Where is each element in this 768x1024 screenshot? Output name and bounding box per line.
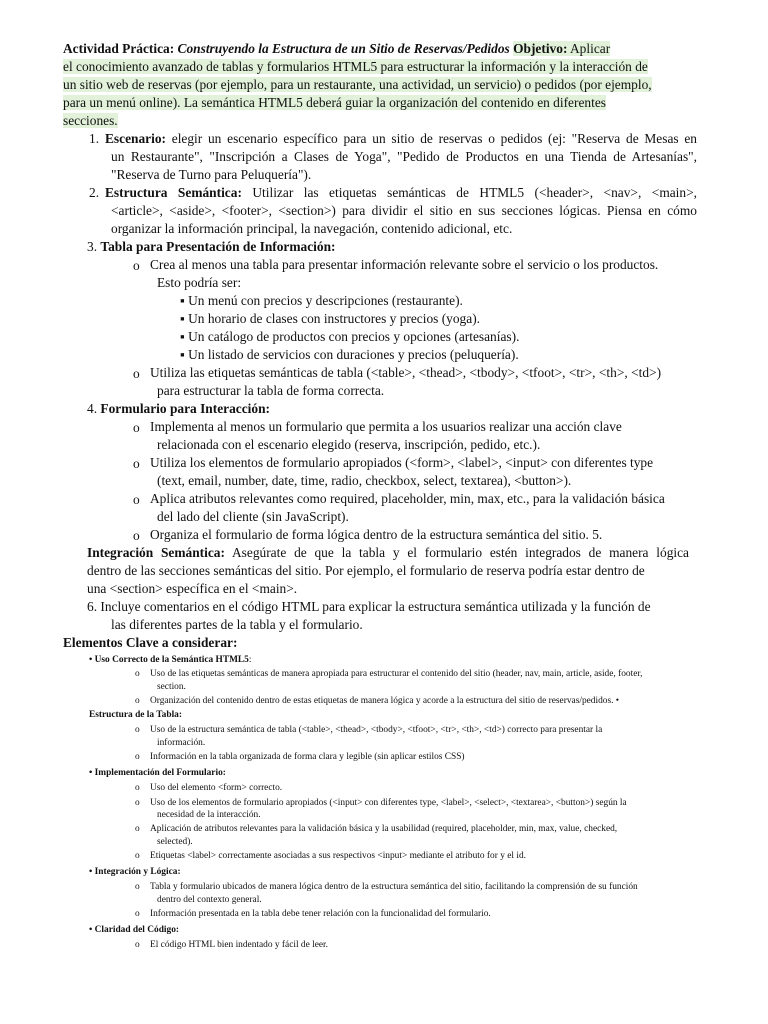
key-semantics-item-1-cont: section. <box>157 682 186 692</box>
step-number: 1. <box>89 131 100 146</box>
step-2-line-2: <article>, <aside>, <footer>, <section>) para dividir el sitio en sus secciones lógicas. Piensa en cómo <box>111 203 697 218</box>
key-integration-item-2: Información presentada en la tabla debe tener relación con la funcionalidad del formulario. <box>150 909 491 919</box>
step-4-bullet-3-line-1: Aplica atributos relevantes como required, placeholder, min, max, etc., para la validación básica <box>150 491 665 506</box>
key-table-item-1-cont: información. <box>157 738 206 748</box>
objective-text-2: el conocimiento avanzado de tablas y formularios HTML5 para estructurar la información y la interacción de <box>63 59 648 74</box>
square-bullet: ▪ Un catálogo de productos con precios y opciones (artesanías). <box>180 329 520 344</box>
step-1-line-1: Escenario: elegir un escenario específico para un sitio de reservas o pedidos (ej: "Reserva de Mesas en <box>105 131 697 146</box>
step-5-line-3: una <section> específica en el <main>. <box>87 581 298 596</box>
step-4-bullet-2-line-1: Utiliza los elementos de formulario apropiados (<form>, <label>, <input> con diferentes type <box>150 455 654 470</box>
key-clarity-item-1: El código HTML bien indentado y fácil de leer. <box>150 940 328 950</box>
subitem: Un horario de clases con instructores y precios (yoga). <box>188 311 481 326</box>
circle-bullet: o <box>133 456 140 471</box>
square-bullet: ▪ Un menú con precios y descripciones (restaurante). <box>180 293 463 308</box>
circle-bullet: o <box>133 420 140 435</box>
subitem: Un catálogo de productos con precios y opciones (artesanías). <box>188 329 520 344</box>
circle-bullet: o <box>135 752 140 762</box>
key-semantics-label: • Uso Correcto de la Semántica HTML5: <box>89 655 252 665</box>
key-clarity-label: • Claridad del Código: <box>89 925 180 935</box>
key-form-item-4: Etiquetas <label> correctamente asociadas a sus respectivos <input> mediante el atributo for y el id. <box>150 851 526 861</box>
circle-bullet: o <box>133 366 140 381</box>
subitem: Un menú con precios y descripciones (restaurante). <box>188 293 463 308</box>
step-6-line-2: las diferentes partes de la tabla y el formulario. <box>111 617 363 632</box>
step-4-bullet-1-line-2: relacionada con el escenario elegido (reserva, inscripción, pedido, etc.). <box>157 437 541 452</box>
key-integration-item-1-cont: dentro del contexto general. <box>157 895 262 905</box>
key-integration-item-1: Tabla y formulario ubicados de manera lógica dentro de la estructura semántica del sitio, facilitando la comprensión de su función <box>150 882 638 892</box>
key-form-item-3: Aplicación de atributos relevantes para la validación básica y la usabilidad (required, placeholder, min, max, value, checked, <box>150 824 618 834</box>
objective-label: Objetivo: <box>513 41 568 56</box>
key-form-label: • Implementación del Formulario: <box>89 768 226 778</box>
circle-bullet: o <box>135 940 140 950</box>
objective-text-4: para un menú online). La semántica HTML5 deberá guiar la organización del contenido en diferentes <box>63 95 606 110</box>
circle-bullet: o <box>135 798 140 808</box>
step-6-line-1: 6. Incluye comentarios en el código HTML para explicar la estructura semántica utilizada y la función de <box>87 599 651 614</box>
key-form-item-2-cont: necesidad de la interacción. <box>157 810 261 820</box>
subitem: Un listado de servicios con duraciones y precios (peluquería). <box>188 347 519 362</box>
circle-bullet: o <box>135 882 140 892</box>
circle-bullet: o <box>135 851 140 861</box>
square-bullet: ▪ Un listado de servicios con duraciones y precios (peluquería). <box>180 347 519 362</box>
key-semantics-item-2: Organización del contenido dentro de estas etiquetas de manera lógica y acorde a la estructura del sitio de reservas/pedidos. • <box>150 696 620 706</box>
step-1-line-3: "Reserva de Turno para Peluquería"). <box>111 167 312 182</box>
activity-label: Actividad Práctica: <box>63 41 175 56</box>
step-3-bullet-1-line-2: Esto podría ser: <box>157 275 242 290</box>
circle-bullet: o <box>135 783 140 793</box>
step-4-bullet-3-line-2: del lado del cliente (sin JavaScript). <box>157 509 349 524</box>
circle-bullet: o <box>133 528 140 543</box>
circle-bullet: o <box>133 492 140 507</box>
step-3-heading: 3. Tabla para Presentación de Información: <box>87 239 336 254</box>
objective-text-5: secciones. <box>63 113 118 128</box>
circle-bullet: o <box>135 696 140 706</box>
key-form-item-1: Uso del elemento <form> correcto. <box>150 783 283 793</box>
objective-text-1: Aplicar <box>570 41 611 56</box>
step-3-bullet-1-line-1: Crea al menos una tabla para presentar información relevante sobre el servicio o los productos. <box>150 257 659 272</box>
key-semantics-item-1: Uso de las etiquetas semánticas de manera apropiada para estructurar el contenido del sitio (header, nav, main, article, aside, footer, <box>150 669 643 679</box>
step-3-bullet-2-line-2: para estructurar la tabla de forma correcta. <box>157 383 385 398</box>
step-1-line-2: un Restaurante", "Inscripción a Clases de Yoga", "Pedido de Productos en una Tienda de Artesanías", <box>111 149 697 164</box>
circle-bullet: o <box>135 669 140 679</box>
circle-bullet: o <box>133 258 140 273</box>
step-4-bullet-4-line-1: Organiza el formulario de forma lógica dentro de la estructura semántica del sitio. 5. <box>150 527 603 542</box>
step-4-bullet-2-line-2: (text, email, number, date, time, radio, checkbox, select, textarea), <button>). <box>157 473 572 488</box>
key-form-item-3-cont: selected). <box>157 837 193 847</box>
objective-text-3: un sitio web de reservas (por ejemplo, para un restaurante, una actividad, un servicio) o pedidos (por ejemplo, <box>63 77 652 92</box>
key-table-label: Estructura de la Tabla: <box>89 710 182 720</box>
circle-bullet: o <box>135 725 140 735</box>
key-elements-heading: Elementos Clave a considerar: <box>63 635 238 650</box>
step-number: 2. <box>89 185 100 200</box>
activity-title: Construyendo la Estructura de un Sitio de Reservas/Pedidos <box>177 41 510 56</box>
step-3-bullet-2-line-1: Utiliza las etiquetas semánticas de tabla (<table>, <thead>, <tbody>, <tfoot>, <tr>, <th>, <td>) <box>150 365 662 380</box>
circle-bullet: o <box>135 824 140 834</box>
key-table-item-2: Información en la tabla organizada de forma clara y legible (sin aplicar estilos CSS) <box>150 752 465 762</box>
step-5-line-1: Integración Semántica: Asegúrate de que la tabla y el formulario estén integrados de manera lógica <box>87 545 689 560</box>
step-4-heading: 4. Formulario para Interacción: <box>87 401 270 416</box>
step-5-line-2: dentro de las secciones semánticas del sitio. Por ejemplo, el formulario de reserva podría estar dentro de <box>87 563 645 578</box>
square-bullet: ▪ Un horario de clases con instructores y precios (yoga). <box>180 311 481 326</box>
circle-bullet: o <box>135 909 140 919</box>
key-form-item-2: Uso de los elementos de formulario apropiados (<input> con diferentes type, <label>, <select>, <textarea>, <button>) según la <box>150 798 627 808</box>
key-integration-label: • Integración y Lógica: <box>89 867 181 877</box>
intro-paragraph <box>63 40 695 130</box>
step-2-line-3: organizar la información principal, la navegación, contenido adicional, etc. <box>111 221 513 236</box>
step-2-line-1: Estructura Semántica: Utilizar las etiquetas semánticas de HTML5 (<header>, <nav>, <main>, <box>105 185 697 200</box>
step-4-bullet-1-line-1: Implementa al menos un formulario que permita a los usuarios realizar una acción clave <box>150 419 622 434</box>
key-table-item-1: Uso de la estructura semántica de tabla (<table>, <thead>, <tbody>, <tfoot>, <tr>, <th>, <td>) correcto para presentar la <box>150 725 603 735</box>
